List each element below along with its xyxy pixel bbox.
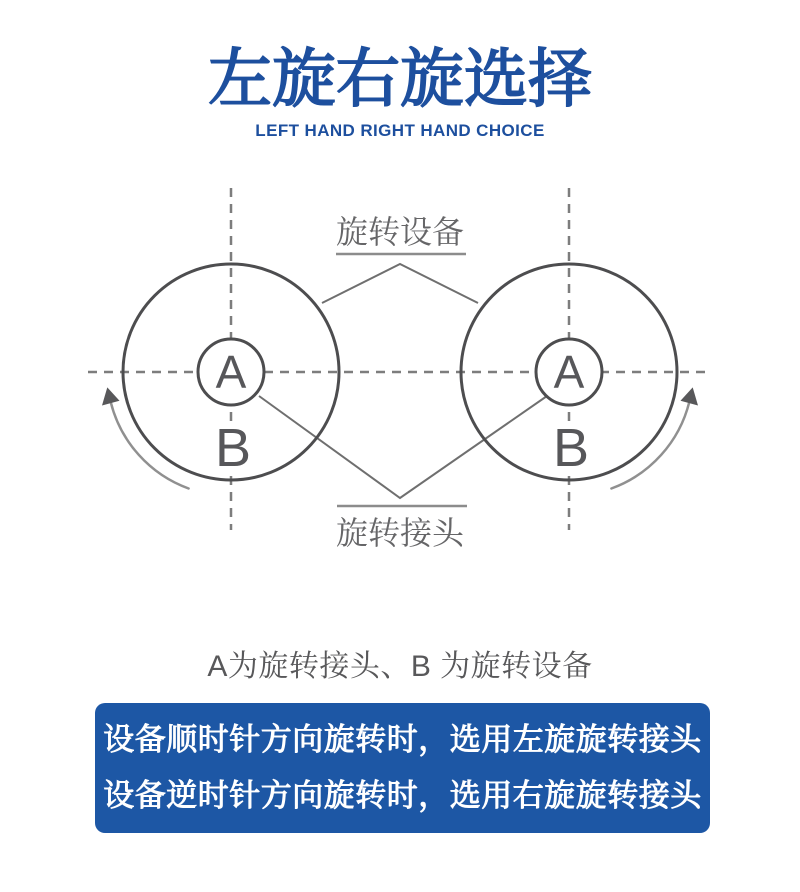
left-outer-label-b: B: [214, 418, 252, 478]
counterclockwise-arrowhead-icon: [681, 387, 699, 405]
rule-clockwise: 设备顺时针方向旋转时，选用左旋旋转接头: [103, 722, 702, 757]
left-inner-label-a: A: [215, 346, 247, 398]
diagram-caption: A为旋转接头、B 为旋转设备: [207, 650, 593, 683]
page-subtitle: LEFT HAND RIGHT HAND CHOICE: [255, 121, 545, 140]
page-title: 左旋右旋选择: [208, 43, 592, 115]
bottom-label-rotary-joint: 旋转接头: [335, 515, 465, 551]
header: [0, 44, 800, 141]
rule-counterclockwise: 设备逆时针方向旋转时，选用右旋旋转接头: [103, 778, 702, 813]
top-label-leader-lines: [322, 264, 478, 303]
top-label-rotating-equipment: 旋转设备: [335, 214, 465, 250]
right-inner-label-a: A: [553, 346, 585, 398]
rotation-diagram-svg: [0, 170, 800, 590]
bottom-label-leader-lines: [259, 396, 547, 498]
clockwise-arrowhead-icon: [102, 387, 120, 405]
right-outer-label-b: B: [552, 418, 590, 478]
selection-rule-box: [95, 703, 710, 833]
rotation-diagram: [0, 170, 800, 590]
